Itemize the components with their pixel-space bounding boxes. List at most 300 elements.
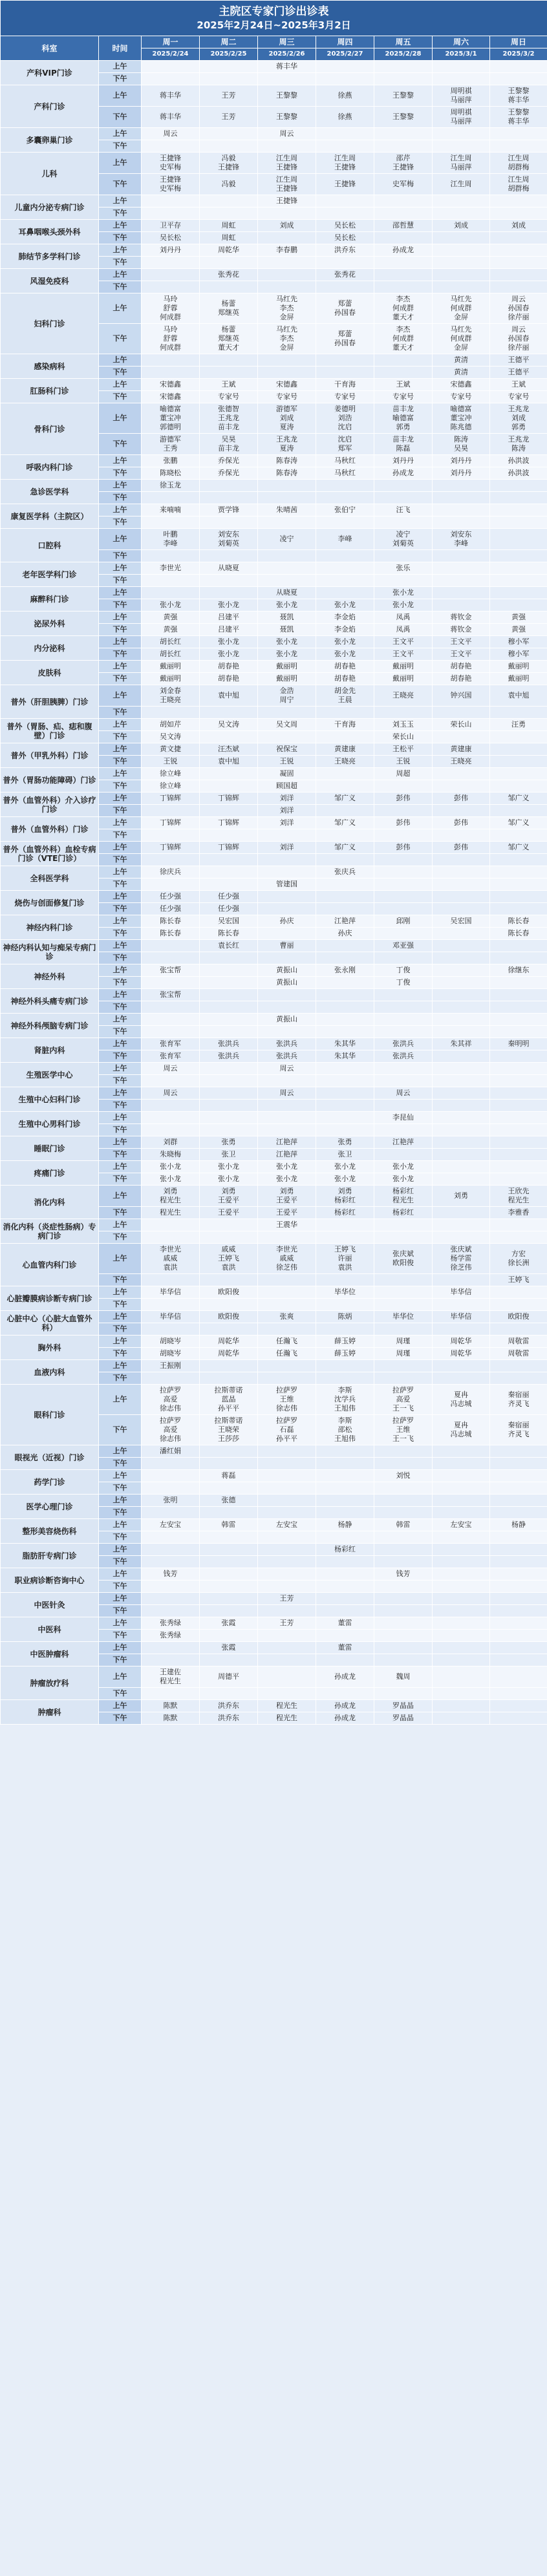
doctor-cell [490,562,547,575]
doctor-cell: 戴丽明 [142,673,200,685]
table-row [1,842,547,854]
doctor-cell [433,768,490,780]
doctor-cell [490,1630,547,1642]
time-slot: 上午 [99,1136,142,1149]
doctor-cell [200,61,258,73]
doctor-cell: 江生周 [433,174,490,195]
doctor-cell [490,780,547,793]
department-name: 消化内科（炎症性肠病）专病门诊 [1,1219,99,1244]
doctor-cell [200,1688,258,1700]
doctor-cell [374,780,433,793]
time-slot: 上午 [99,1617,142,1630]
department-name: 生殖医学中心 [1,1063,99,1087]
date-header: 2025/2/24 [142,48,200,61]
doctor-cell [142,977,200,989]
doctor-cell [433,516,490,529]
doctor-cell [490,1642,547,1654]
doctor-cell: 张明 [142,1495,200,1507]
doctor-cell: 张小龙 [258,1161,316,1173]
date-range: 2025年2月24日~2025年3月2日 [197,19,351,31]
doctor-cell [490,891,547,903]
department-name: 心血管内科门诊 [1,1244,99,1286]
doctor-cell [142,1470,200,1482]
department-name: 眼科门诊 [1,1385,99,1445]
doctor-cell: 秦宿丽 齐灵飞 [490,1415,547,1445]
department-name: 中医针灸 [1,1593,99,1617]
department-name: 全科医学科 [1,866,99,891]
doctor-cell [490,1050,547,1063]
doctor-cell [316,257,374,269]
doctor-cell [433,903,490,915]
doctor-cell [142,208,200,220]
doctor-cell [433,492,490,504]
doctor-cell: 王锐 [142,756,200,768]
doctor-cell [316,1531,374,1544]
doctor-cell [316,903,374,915]
table-row [1,1593,547,1605]
doctor-cell [200,1100,258,1112]
department-name: 生殖中心妇科门诊 [1,1087,99,1112]
doctor-cell: 专家号 [490,391,547,403]
doctor-cell: 孙成龙 [374,244,433,257]
time-column-header: 时间 [99,36,142,61]
doctor-cell: 陈春涛 [258,467,316,480]
doctor-cell [374,1026,433,1038]
doctor-cell [316,989,374,1001]
doctor-cell: 杨彩红 [374,1207,433,1219]
doctor-cell [374,1482,433,1495]
department-name: 中医科 [1,1617,99,1642]
doctor-cell: 丁俊 [374,964,433,977]
time-slot: 上午 [99,1219,142,1231]
doctor-cell [490,1001,547,1014]
table-row [1,1087,547,1100]
doctor-cell: 左安宝 [433,1519,490,1531]
doctor-cell [374,516,433,529]
doctor-cell: 刘洋 [258,805,316,817]
doctor-cell [316,587,374,599]
doctor-cell: 张宝帮 [142,989,200,1001]
doctor-cell [258,928,316,940]
time-slot: 下午 [99,324,142,354]
doctor-cell: 周乾华 [433,1348,490,1360]
doctor-cell [142,1219,200,1231]
doctor-cell: 钱芳 [142,1568,200,1581]
doctor-cell: 孙成龙 [316,1700,374,1712]
doctor-cell [316,195,374,208]
doctor-cell [142,1274,200,1286]
doctor-cell [374,1688,433,1700]
doctor-cell [433,1568,490,1581]
date-header: 2025/3/1 [433,48,490,61]
doctor-cell [142,73,200,85]
time-slot: 下午 [99,367,142,379]
table-row [1,1014,547,1026]
doctor-cell [433,244,490,257]
doctor-cell: 胡金先 王晨 [316,685,374,707]
doctor-cell [258,1568,316,1581]
department-name: 神经外科 [1,964,99,989]
doctor-cell [374,1001,433,1014]
doctor-cell: 张霞 [200,1642,258,1654]
doctor-cell [490,1605,547,1617]
doctor-cell [433,891,490,903]
doctor-cell: 董雷 [316,1642,374,1654]
doctor-cell: 拉斯蒂诺 王晓荣 王莎莎 [200,1415,258,1445]
table-row [1,768,547,780]
doctor-cell [490,208,547,220]
time-slot: 上午 [99,1544,142,1556]
time-slot: 下午 [99,257,142,269]
doctor-cell: 张小龙 [142,1173,200,1186]
doctor-cell [316,550,374,562]
doctor-cell: 周云 [142,128,200,140]
table-row [1,403,547,434]
doctor-cell: 陈长春 [490,928,547,940]
doctor-cell: 陈默 [142,1700,200,1712]
doctor-cell [433,1075,490,1087]
time-slot: 下午 [99,673,142,685]
doctor-cell: 周乾华 [433,1336,490,1348]
department-name: 神经外科头痛专病门诊 [1,989,99,1014]
doctor-cell [490,1100,547,1112]
doctor-cell [433,587,490,599]
doctor-cell: 张洪兵 [200,1038,258,1050]
doctor-cell [433,1207,490,1219]
doctor-cell [316,952,374,964]
time-slot: 下午 [99,1507,142,1519]
doctor-cell [258,1458,316,1470]
doctor-cell: 江生周 马丽萍 [433,153,490,174]
doctor-cell [258,550,316,562]
doctor-cell: 吴宏国 [200,915,258,928]
doctor-cell [258,257,316,269]
doctor-cell: 戴丽明 [374,661,433,673]
doctor-cell [316,575,374,587]
department-name: 肺结节多学科门诊 [1,244,99,269]
doctor-cell: 拉萨罗 王维 徐志伟 [258,1385,316,1415]
doctor-cell [200,140,258,153]
doctor-cell: 蒋钦金 [433,624,490,636]
doctor-cell: 干育海 [316,719,374,731]
doctor-cell: 左安宝 [258,1519,316,1531]
department-name: 产科VIP门诊 [1,61,99,85]
doctor-cell: 张永刚 [316,964,374,977]
doctor-cell: 刘安东 刘菊英 [200,529,258,550]
doctor-cell [433,1482,490,1495]
doctor-cell: 袁中旭 [200,756,258,768]
doctor-cell: 专家号 [433,391,490,403]
doctor-cell: 周乾华 [200,244,258,257]
doctor-cell [316,367,374,379]
doctor-cell [374,232,433,244]
doctor-cell [374,928,433,940]
doctor-cell: 孙成龙 [316,1712,374,1725]
doctor-cell: 吴文涛 [142,731,200,743]
doctor-cell: 汪杰斌 [200,743,258,756]
doctor-cell [258,1666,316,1688]
doctor-cell: 孙成龙 [374,467,433,480]
date-header: 2025/2/28 [374,48,433,61]
doctor-cell: 宋德鑫 [142,391,200,403]
doctor-cell [200,1458,258,1470]
doctor-cell [200,73,258,85]
doctor-cell [258,140,316,153]
weekday-header: 周四 [316,36,374,48]
doctor-cell: 张小龙 [200,1161,258,1173]
table-row [1,1385,547,1415]
doctor-cell [374,1593,433,1605]
doctor-cell [374,1581,433,1593]
doctor-cell [258,1630,316,1642]
table-row [1,504,547,516]
doctor-cell: 汪勇 [490,719,547,731]
doctor-cell: 邱刚 [374,915,433,928]
time-slot: 上午 [99,529,142,550]
doctor-cell [490,1544,547,1556]
doctor-cell [490,866,547,878]
doctor-cell: 荣长山 [433,719,490,731]
doctor-cell: 王黎黎 [374,107,433,128]
doctor-cell [200,964,258,977]
doctor-cell: 马秋红 [316,455,374,467]
doctor-cell [433,128,490,140]
doctor-cell [316,480,374,492]
doctor-cell: 黄强 [142,612,200,624]
doctor-cell [374,1654,433,1666]
doctor-cell: 陈长春 [490,915,547,928]
doctor-cell: 凌宁 [258,529,316,550]
table-row [1,866,547,878]
doctor-cell: 刘勇 杨彩红 [316,1186,374,1207]
doctor-cell: 冯毅 王捷锋 [200,153,258,174]
time-slot: 下午 [99,550,142,562]
doctor-cell [258,952,316,964]
doctor-cell: 吴长松 [316,232,374,244]
time-slot: 上午 [99,403,142,434]
doctor-cell [258,480,316,492]
doctor-cell: 张洪兵 [258,1038,316,1050]
doctor-cell: 蒋丰华 [258,61,316,73]
doctor-cell: 王兆龙 夏涛 [258,434,316,455]
doctor-cell: 李昆仙 [374,1112,433,1124]
time-slot: 上午 [99,768,142,780]
doctor-cell [433,195,490,208]
doctor-cell: 张育军 [142,1050,200,1063]
doctor-cell: 张小龙 [258,648,316,661]
doctor-cell [490,1161,547,1173]
department-name: 急诊医学科 [1,480,99,504]
doctor-cell [490,731,547,743]
doctor-cell [142,1482,200,1495]
doctor-cell [200,1372,258,1385]
doctor-cell: 吴长松 [316,220,374,232]
doctor-cell [433,878,490,891]
doctor-cell [433,1581,490,1593]
doctor-cell: 朱其华 [316,1038,374,1050]
time-slot: 下午 [99,1654,142,1666]
doctor-cell [200,731,258,743]
doctor-cell [374,707,433,719]
department-name: 产科门诊 [1,85,99,128]
doctor-cell [433,1001,490,1014]
department-name: 消化内科 [1,1186,99,1219]
time-slot: 下午 [99,467,142,480]
time-slot: 上午 [99,1336,142,1348]
doctor-cell: 马玲 舒蓉 何成群 [142,324,200,354]
time-slot: 上午 [99,685,142,707]
doctor-cell [200,1231,258,1244]
doctor-cell: 王欣先 程光生 [490,1186,547,1207]
doctor-cell: 邹广义 [490,842,547,854]
department-name: 口腔科 [1,529,99,562]
doctor-cell: 周乾华 [200,1348,258,1360]
doctor-cell: 徐燕 [316,85,374,107]
doctor-cell: 杨彩红 [316,1544,374,1556]
doctor-cell [433,1544,490,1556]
time-slot: 下午 [99,391,142,403]
time-slot: 下午 [99,1630,142,1642]
doctor-cell: 张小龙 [374,587,433,599]
doctor-cell [490,989,547,1001]
doctor-cell [433,1642,490,1654]
doctor-cell [490,1617,547,1630]
doctor-cell: 李世光 [142,562,200,575]
doctor-cell [374,1458,433,1470]
time-slot: 下午 [99,1458,142,1470]
time-slot: 上午 [99,220,142,232]
doctor-cell: 王松平 [374,743,433,756]
time-slot: 下午 [99,903,142,915]
doctor-cell: 王建佐 程光生 [142,1666,200,1688]
doctor-cell: 张乐 [374,562,433,575]
doctor-cell [258,1605,316,1617]
department-name: 普外（胃肠、疝、痣和腹壁）门诊 [1,719,99,743]
doctor-cell [374,1360,433,1372]
doctor-cell [316,977,374,989]
doctor-cell [258,1001,316,1014]
doctor-cell [374,1544,433,1556]
doctor-cell: 秦宿丽 齐灵飞 [490,1385,547,1415]
department-name: 内分泌科 [1,636,99,661]
doctor-cell: 胡春艳 [433,673,490,685]
time-slot: 下午 [99,805,142,817]
time-slot: 上午 [99,1470,142,1482]
doctor-cell: 周敬雷 [490,1348,547,1360]
doctor-cell: 张小龙 [316,636,374,648]
doctor-cell [490,756,547,768]
table-row [1,1544,547,1556]
doctor-cell [433,1593,490,1605]
table-row [1,587,547,599]
doctor-cell [142,1124,200,1136]
doctor-cell: 张秀绿 [142,1617,200,1630]
weekday-header: 周三 [258,36,316,48]
time-slot: 上午 [99,1014,142,1026]
doctor-cell: 李杰 何成群 董天才 [374,293,433,324]
doctor-cell [433,281,490,293]
page-title: 主院区专家门诊出诊表 [219,5,329,18]
doctor-cell [258,1642,316,1654]
time-slot: 下午 [99,1299,142,1311]
doctor-cell [490,854,547,866]
doctor-cell [200,1445,258,1458]
table-row [1,529,547,550]
time-slot: 上午 [99,636,142,648]
doctor-cell [316,281,374,293]
time-slot: 上午 [99,1700,142,1712]
doctor-cell [316,805,374,817]
doctor-cell: 彭伟 [433,842,490,854]
doctor-cell [433,866,490,878]
doctor-cell: 黄文捷 [142,743,200,756]
doctor-cell [258,1112,316,1124]
doctor-cell: 罗晶晶 [374,1712,433,1725]
doctor-cell: 邹广义 [490,817,547,829]
time-slot: 上午 [99,480,142,492]
doctor-cell [433,1458,490,1470]
doctor-cell [490,516,547,529]
doctor-cell: 穆小军 [490,648,547,661]
doctor-cell: 张小龙 [374,1161,433,1173]
doctor-cell: 邹广义 [316,817,374,829]
doctor-cell: 吴宏国 [433,915,490,928]
doctor-cell: 李金焰 [316,624,374,636]
doctor-cell: 丁锦辉 [142,842,200,854]
doctor-cell [433,61,490,73]
doctor-cell: 江生周 胡群梅 [490,174,547,195]
department-name: 儿科 [1,153,99,195]
doctor-cell [433,269,490,281]
table-row [1,354,547,367]
doctor-cell [200,1124,258,1136]
doctor-cell [316,562,374,575]
doctor-cell: 程光生 [258,1712,316,1725]
doctor-cell: 王黎黎 蒋丰华 [490,107,547,128]
doctor-cell [200,1063,258,1075]
table-row [1,1161,547,1173]
doctor-cell [200,805,258,817]
doctor-cell: 周云 [374,1087,433,1100]
table-row [1,915,547,928]
doctor-cell: 苗丰龙 陈磊 [374,434,433,455]
doctor-cell: 杨蕾 郑继英 董天才 [200,324,258,354]
doctor-cell: 彭伟 [374,842,433,854]
doctor-cell: 张小龙 [374,1173,433,1186]
doctor-cell: 孙庆 [258,915,316,928]
doctor-cell [200,878,258,891]
doctor-cell: 李雅香 [490,1207,547,1219]
doctor-cell [490,128,547,140]
doctor-cell: 彭伟 [374,793,433,805]
table-row [1,891,547,903]
doctor-cell [374,1495,433,1507]
doctor-cell [316,1556,374,1568]
doctor-cell [490,575,547,587]
doctor-cell [374,1124,433,1136]
doctor-cell: 周虹 [200,220,258,232]
doctor-cell [142,1556,200,1568]
time-slot: 上午 [99,379,142,391]
doctor-cell: 王芳 [258,1617,316,1630]
doctor-cell [142,1299,200,1311]
doctor-cell [200,952,258,964]
doctor-cell [258,1299,316,1311]
doctor-cell: 王芳 [200,107,258,128]
time-slot: 上午 [99,1161,142,1173]
department-name: 呼吸内科门诊 [1,455,99,480]
time-slot: 下午 [99,232,142,244]
